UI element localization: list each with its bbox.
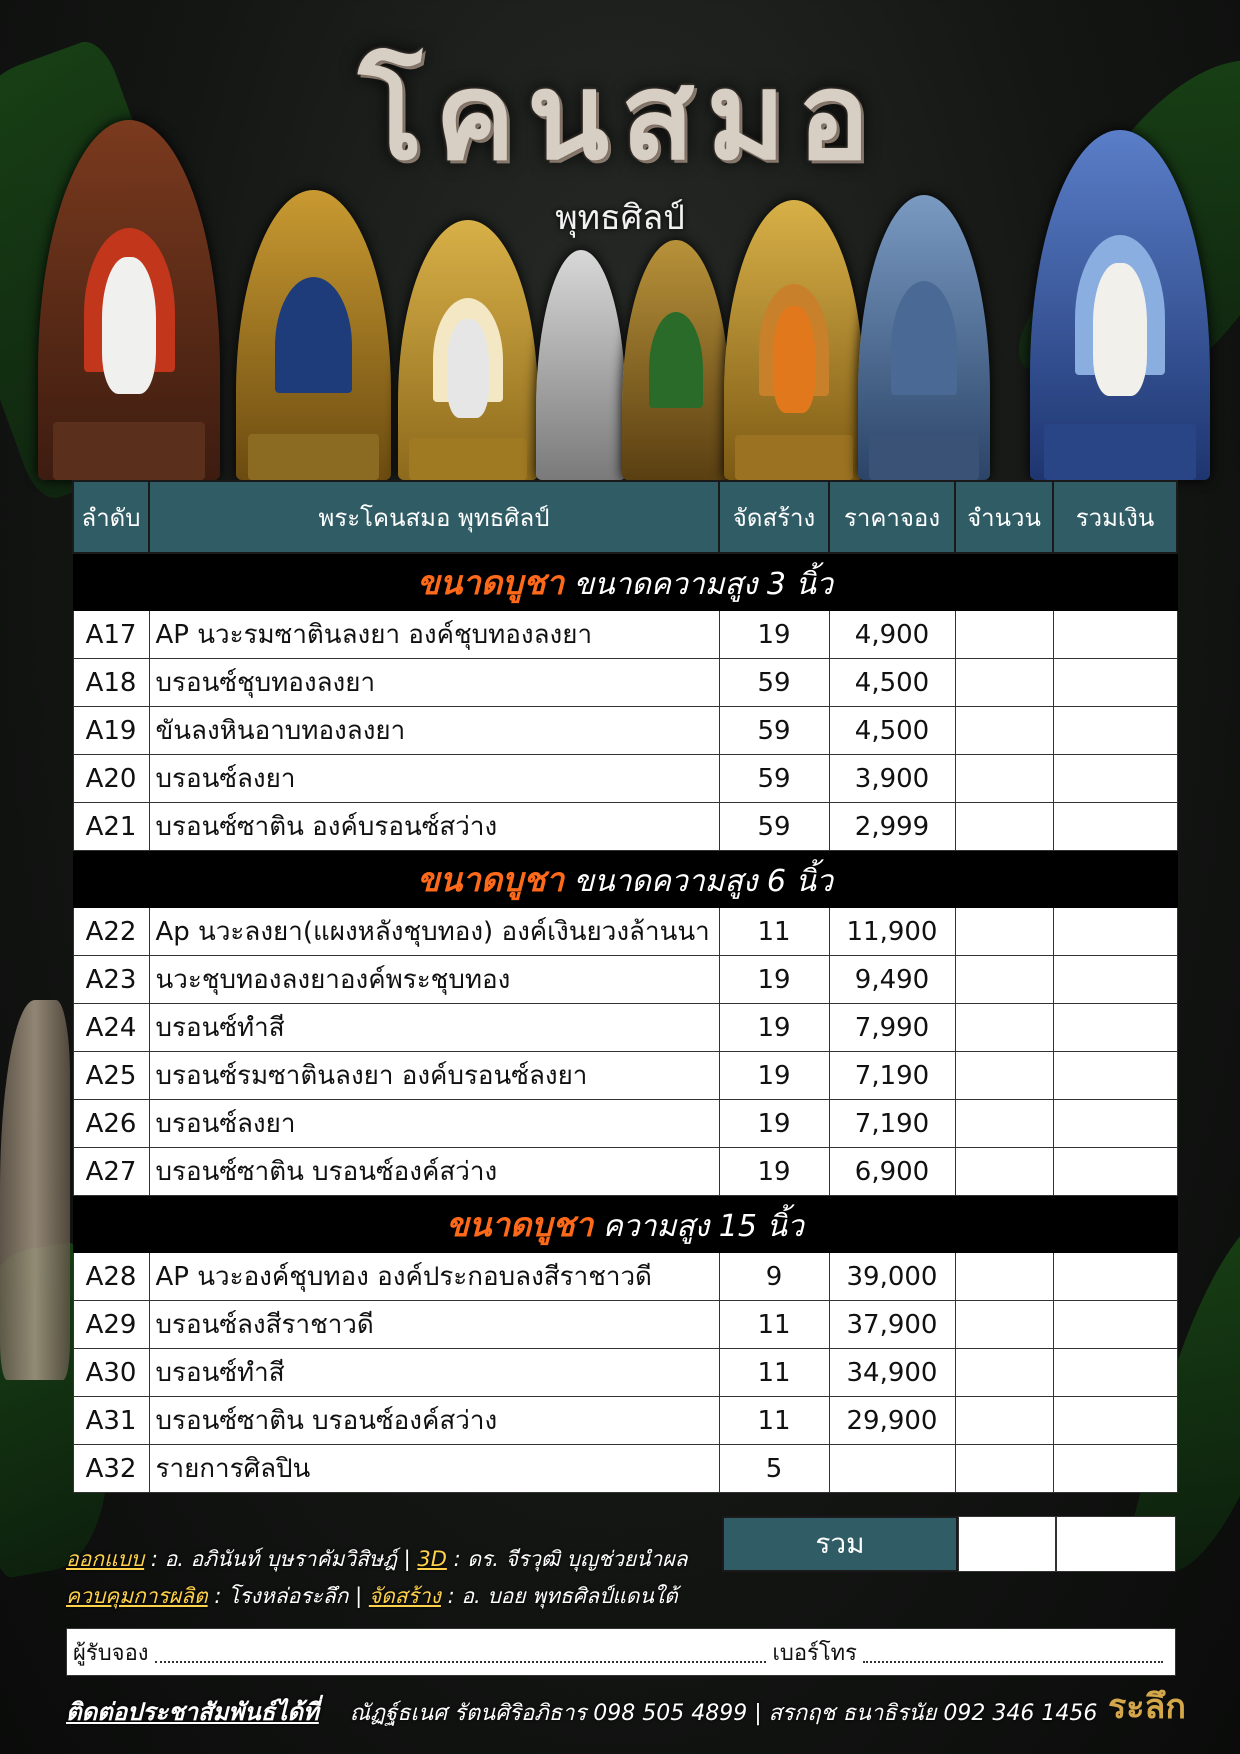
section-header-row: [73, 1196, 1177, 1253]
item-name: บรอนซ์ชุบทองลงยา: [149, 659, 719, 707]
quantity-cell[interactable]: [955, 1253, 1053, 1301]
quantity-cell[interactable]: [955, 611, 1053, 659]
quantity-cell[interactable]: [955, 1100, 1053, 1148]
grand-total-cell[interactable]: [1056, 1516, 1176, 1572]
statue-image: [622, 240, 730, 480]
section-header-row: [73, 553, 1177, 611]
statue-image: [236, 190, 391, 480]
quantity-cell[interactable]: [955, 1052, 1053, 1100]
table-row: [73, 1004, 1177, 1052]
table-row: [73, 707, 1177, 755]
item-name: AP นวะองค์ชุบทอง องค์ประกอบลงสีราชาวดี: [149, 1253, 719, 1301]
item-qty: 9: [719, 1253, 829, 1301]
table-row: [73, 1253, 1177, 1301]
credit-label: 3D: [417, 1547, 447, 1571]
subtotal-cell[interactable]: [1053, 1148, 1177, 1196]
item-price: 37,900: [829, 1301, 955, 1349]
item-name: บรอนซ์ลงยา: [149, 755, 719, 803]
subtotal-cell[interactable]: [1053, 1253, 1177, 1301]
table-row: [73, 1301, 1177, 1349]
quantity-cell[interactable]: [955, 1301, 1053, 1349]
item-price: [829, 1445, 955, 1493]
quantity-cell[interactable]: [955, 1004, 1053, 1052]
total-quantity-cell[interactable]: [958, 1516, 1056, 1572]
subtotal-cell[interactable]: [1053, 707, 1177, 755]
recipient-label: ผู้รับจอง: [73, 1640, 149, 1666]
item-code: A17: [73, 611, 149, 659]
item-name: นวะชุบทองลงยาองค์พระชุบทอง: [149, 956, 719, 1004]
item-price: 3,900: [829, 755, 955, 803]
item-code: A25: [73, 1052, 149, 1100]
section-highlight: ขนาดบูชา: [417, 859, 565, 899]
item-code: A20: [73, 755, 149, 803]
price-table: [72, 480, 1178, 1493]
total-label: รวม: [722, 1516, 958, 1572]
phone-field[interactable]: [863, 1641, 1163, 1663]
item-price: 7,190: [829, 1052, 955, 1100]
item-price: 34,900: [829, 1349, 955, 1397]
item-code: A31: [73, 1397, 149, 1445]
table-row: [73, 1397, 1177, 1445]
table-row: [73, 1100, 1177, 1148]
subtotal-cell[interactable]: [1053, 1397, 1177, 1445]
subtotal-cell[interactable]: [1053, 755, 1177, 803]
contact-label: ติดต่อประชาสัมพันธ์ได้ที่: [66, 1698, 319, 1726]
item-code: A19: [73, 707, 149, 755]
quantity-cell[interactable]: [955, 1397, 1053, 1445]
section-highlight: ขนาดบูชา: [446, 1204, 594, 1244]
contact-text: ณัฏฐ์ธเนศ รัตนศิริอภิธาร 098 505 4899 | สรกฤช ธนาธิรนัย 092 346 1456: [349, 1701, 1098, 1726]
item-name: บรอนซ์ซาติน บรอนซ์องค์สว่าง: [149, 1397, 719, 1445]
item-code: A23: [73, 956, 149, 1004]
table-row: [73, 803, 1177, 851]
subtotal-cell[interactable]: [1053, 908, 1177, 956]
item-price: 11,900: [829, 908, 955, 956]
credit-value: : อ. อภินันท์ บุษราคัมวิสิษฎ์ |: [150, 1547, 411, 1571]
contact-line: [66, 1692, 1097, 1731]
table-row: [73, 1445, 1177, 1493]
credit-label: ออกแบบ: [66, 1547, 145, 1571]
table-header-row: [73, 481, 1177, 553]
section-header-row: [73, 851, 1177, 908]
section-highlight: ขนาดบูชา: [417, 562, 565, 602]
statue-image: [536, 250, 626, 480]
item-name: รายการศิลปิน: [149, 1445, 719, 1493]
column-header: ราคาจอง: [829, 481, 955, 553]
item-code: A29: [73, 1301, 149, 1349]
item-price: 4,900: [829, 611, 955, 659]
quantity-cell[interactable]: [955, 956, 1053, 1004]
item-qty: 19: [719, 1100, 829, 1148]
item-qty: 19: [719, 1004, 829, 1052]
brand-logo: ระลึก: [1108, 1687, 1186, 1727]
item-code: A24: [73, 1004, 149, 1052]
item-qty: 19: [719, 1148, 829, 1196]
table-row: [73, 1349, 1177, 1397]
item-qty: 11: [719, 908, 829, 956]
table-row: [73, 908, 1177, 956]
table-row: [73, 611, 1177, 659]
credit-value: : โรงหล่อระลึก |: [214, 1584, 363, 1608]
item-qty: 19: [719, 956, 829, 1004]
item-price: 2,999: [829, 803, 955, 851]
page-subtitle: พุทธศิลป์: [555, 198, 685, 238]
subtotal-cell[interactable]: [1053, 659, 1177, 707]
subtotal-cell[interactable]: [1053, 1004, 1177, 1052]
credit-label: ควบคุมการผลิต: [66, 1584, 208, 1608]
item-name: AP นวะรมซาตินลงยา องค์ชุบทองลงยา: [149, 611, 719, 659]
section-label: ขนาดความสูง 3 นิ้ว: [573, 566, 833, 602]
item-price: 4,500: [829, 707, 955, 755]
item-name: บรอนซ์ลงสีราชาวดี: [149, 1301, 719, 1349]
column-header: รวมเงิน: [1053, 481, 1177, 553]
credit-value: : อ. บอย พุทธศิลป์แดนใต้: [447, 1584, 678, 1608]
table-row: [73, 755, 1177, 803]
quantity-cell[interactable]: [955, 908, 1053, 956]
table-row: [73, 1148, 1177, 1196]
item-name: บรอนซ์ลงยา: [149, 1100, 719, 1148]
item-qty: 11: [719, 1301, 829, 1349]
item-qty: 5: [719, 1445, 829, 1493]
table-row: [73, 956, 1177, 1004]
item-qty: 19: [719, 1052, 829, 1100]
item-code: A32: [73, 1445, 149, 1493]
item-price: 9,490: [829, 956, 955, 1004]
phone-label: เบอร์โทร: [772, 1640, 857, 1666]
quantity-cell[interactable]: [955, 659, 1053, 707]
quantity-cell[interactable]: [955, 1349, 1053, 1397]
item-code: A22: [73, 908, 149, 956]
statue-image: [724, 200, 864, 480]
subtotal-cell[interactable]: [1053, 1301, 1177, 1349]
item-qty: 59: [719, 803, 829, 851]
table-row: [73, 1052, 1177, 1100]
item-code: A18: [73, 659, 149, 707]
item-name: ขันลงหินอาบทองลงยา: [149, 707, 719, 755]
item-price: 7,990: [829, 1004, 955, 1052]
subtotal-cell[interactable]: [1053, 1445, 1177, 1493]
statue-image: [38, 120, 220, 480]
item-qty: 59: [719, 659, 829, 707]
column-header: ลำดับ: [73, 481, 149, 553]
credits-line-2: [66, 1580, 678, 1613]
item-name: บรอนซ์ทำสี: [149, 1004, 719, 1052]
item-name: บรอนซ์ซาติน บรอนซ์องค์สว่าง: [149, 1148, 719, 1196]
quantity-cell[interactable]: [955, 1445, 1053, 1493]
quantity-cell[interactable]: [955, 707, 1053, 755]
subtotal-cell[interactable]: [1053, 611, 1177, 659]
item-code: A28: [73, 1253, 149, 1301]
table-row: [73, 659, 1177, 707]
item-name: บรอนซ์ซาติน องค์บรอนซ์สว่าง: [149, 803, 719, 851]
column-header: จัดสร้าง: [719, 481, 829, 553]
item-qty: 11: [719, 1397, 829, 1445]
item-code: A27: [73, 1148, 149, 1196]
item-qty: 59: [719, 755, 829, 803]
credit-label: จัดสร้าง: [368, 1584, 441, 1608]
item-name: Ap นวะลงยา(แผงหลังชุบทอง) องค์เงินยวงล้านนา: [149, 908, 719, 956]
item-code: A30: [73, 1349, 149, 1397]
statue-image: [1030, 130, 1210, 480]
item-price: 39,000: [829, 1253, 955, 1301]
item-price: 4,500: [829, 659, 955, 707]
page-title: โคนสมอ: [358, 46, 882, 187]
statue-image: [398, 220, 538, 480]
credit-value: : ดร. จีรวุฒิ บุญช่วยนำผล: [453, 1547, 688, 1571]
item-name: บรอนซ์ทำสี: [149, 1349, 719, 1397]
subtotal-cell[interactable]: [1053, 803, 1177, 851]
statue-gallery: [0, 110, 1240, 480]
item-qty: 19: [719, 611, 829, 659]
column-header: พระโคนสมอ พุทธศิลป์: [149, 481, 719, 553]
subtotal-cell[interactable]: [1053, 956, 1177, 1004]
side-buddha-statue: [0, 1000, 70, 1380]
credits-line-1: [66, 1543, 688, 1576]
quantity-cell[interactable]: [955, 1148, 1053, 1196]
item-code: A21: [73, 803, 149, 851]
quantity-cell[interactable]: [955, 755, 1053, 803]
recipient-field[interactable]: [155, 1641, 767, 1663]
section-label: ขนาดความสูง 6 นิ้ว: [573, 863, 833, 899]
item-price: 29,900: [829, 1397, 955, 1445]
order-form: [66, 1628, 1176, 1676]
statue-image: [858, 195, 990, 480]
item-price: 6,900: [829, 1148, 955, 1196]
subtotal-cell[interactable]: [1053, 1052, 1177, 1100]
quantity-cell[interactable]: [955, 803, 1053, 851]
item-price: 7,190: [829, 1100, 955, 1148]
column-header: จำนวน: [955, 481, 1053, 553]
item-qty: 59: [719, 707, 829, 755]
subtotal-cell[interactable]: [1053, 1100, 1177, 1148]
item-code: A26: [73, 1100, 149, 1148]
subtotal-cell[interactable]: [1053, 1349, 1177, 1397]
item-qty: 11: [719, 1349, 829, 1397]
section-label: ความสูง 15 นิ้ว: [602, 1208, 804, 1244]
item-name: บรอนซ์รมซาตินลงยา องค์บรอนซ์ลงยา: [149, 1052, 719, 1100]
